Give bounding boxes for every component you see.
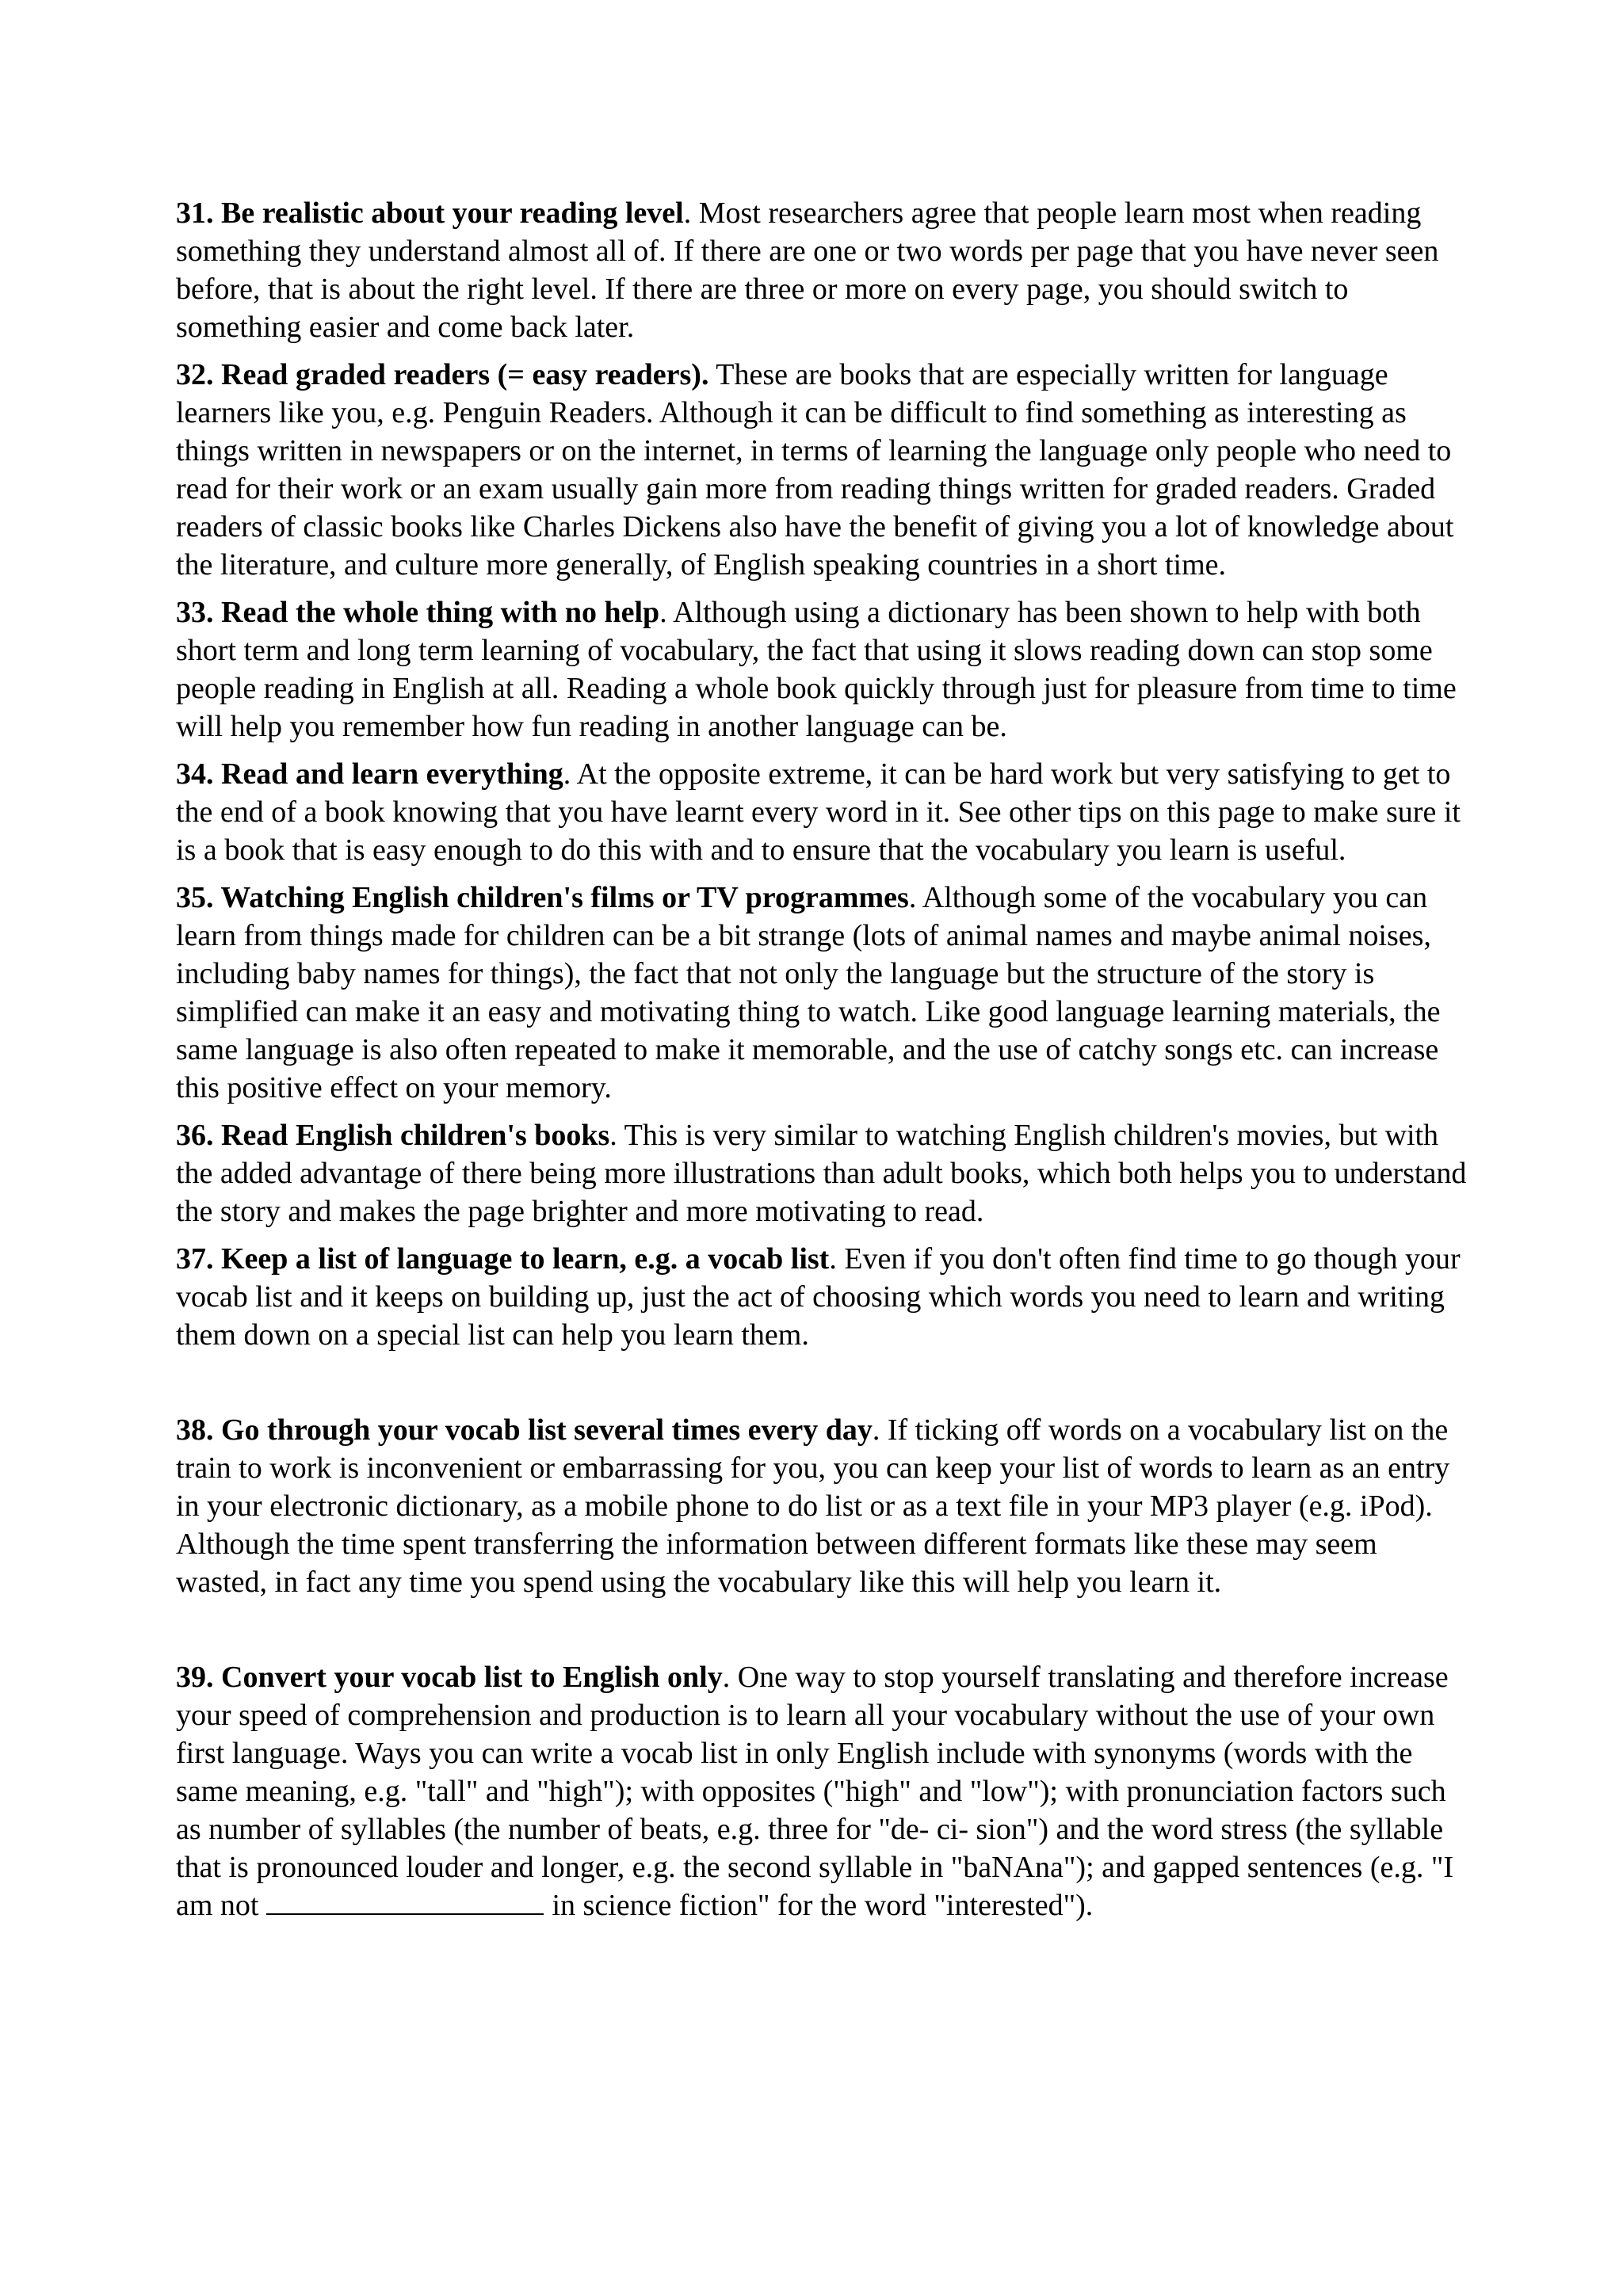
tip-body: . At the opposite extreme, it can be hard work but very satisfying to get to the end of a book knowing that you have learnt every word in it. See other tips on this page to make sure it is a book that is easy enough to do this with and to ensure that the vocabulary you learn is useful. xyxy=(176,757,1461,867)
tip-body: . One way to stop yourself translating and therefore increase your speed of comprehension and production is to learn all your vocabulary without the use of your own first language. Ways you can write a vocab list in only English include with synonyms (words with the same meaning, e.g. "tall" and "high"); with opposites ("high" and "low"); with pronunciation factors such as number of syllables (the number of beats, e.g. three for "de- ci- sion") and the word stress (the syllable that is pronounced louder and longer, e.g. the second syllable in "baNAna"); and gapped sentences (e.g. "I am not xyxy=(176,1661,1454,1922)
tip-title: 35. Watching English children's films or TV programmes xyxy=(176,881,909,914)
tip-32 xyxy=(176,356,1476,584)
tip-body: . Even if you don't often find time to go though your vocab list and it keeps on building up, just the act of choosing which words you need to learn and writing them down on a special list can help you learn them. xyxy=(176,1242,1461,1352)
tip-35 xyxy=(176,879,1476,1107)
tip-36 xyxy=(176,1116,1476,1230)
tip-37 xyxy=(176,1240,1476,1354)
tip-body: . Most researchers agree that people learn most when reading something they understand almost all of. If there are one or two words per page that you have never seen before, that is about the right level. If there are three or more on every page, you should switch to something easier and come back later. xyxy=(176,196,1439,344)
tip-body: . Although some of the vocabulary you can learn from things made for children can be a bit strange (lots of animal names and maybe animal noises, including baby names for things), the fact that not only the language but the structure of the story is simplified can make it an easy and motivating thing to watch. Like good language learning materials, the same language is also often repeated to make it memorable, and the use of catchy songs etc. can increase this positive effect on your memory. xyxy=(176,881,1441,1104)
tip-33 xyxy=(176,593,1476,746)
tip-31 xyxy=(176,194,1476,346)
fill-in-blank xyxy=(266,1890,544,1915)
tip-body: . If ticking off words on a vocabulary list on the train to work is inconvenient or embarrassing for you, you can keep your list of words to learn as an entry in your electronic dictionary, as a mobile phone to do list or as a text file in your MP3 player (e.g. iPod). Although the time spent transferring the information between different formats like these may seem wasted, in fact any time you spend using the vocabulary like this will help you learn it. xyxy=(176,1413,1450,1599)
tip-title: 37. Keep a list of language to learn, e.g. a vocab list xyxy=(176,1242,830,1276)
tip-body: . This is very similar to watching English children's movies, but with the added advantage of there being more illustrations than adult books, which both helps you to understand the story and makes the page brighter and more motivating to read. xyxy=(176,1119,1467,1228)
tip-title: 36. Read English children's books xyxy=(176,1119,610,1152)
tip-title: 32. Read graded readers (= easy readers). xyxy=(176,358,709,391)
tip-title: 38. Go through your vocab list several times every day xyxy=(176,1413,873,1447)
tip-39 xyxy=(176,1658,1476,1924)
tip-38 xyxy=(176,1411,1476,1601)
tip-title: 33. Read the whole thing with no help xyxy=(176,596,660,629)
tip-body: . Although using a dictionary has been shown to help with both short term and long term learning of vocabulary, the fact that using it slows reading down can stop some people reading in English at all. Reading a whole book quickly through just for pleasure from time to time will help you remember how fun reading in another language can be. xyxy=(176,596,1457,743)
tip-body-after-blank: in science fiction" for the word "interested"). xyxy=(552,1889,1094,1922)
tip-title: 31. Be realistic about your reading level xyxy=(176,196,684,230)
tip-title: 34. Read and learn everything xyxy=(176,757,563,791)
tip-34 xyxy=(176,755,1476,869)
tip-body: These are books that are especially written for language learners like you, e.g. Penguin Readers. Although it can be difficult to find something as interesting as things written in newspapers or on the internet, in terms of learning the language only people who need to read for their work or an exam usually gain more from reading things written for graded readers. Graded readers of classic books like Charles Dickens also have the benefit of giving you a lot of knowledge about the literature, and culture more generally, of English speaking countries in a short time. xyxy=(176,358,1454,582)
document-page xyxy=(176,194,1476,1934)
tip-title: 39. Convert your vocab list to English only xyxy=(176,1661,723,1694)
